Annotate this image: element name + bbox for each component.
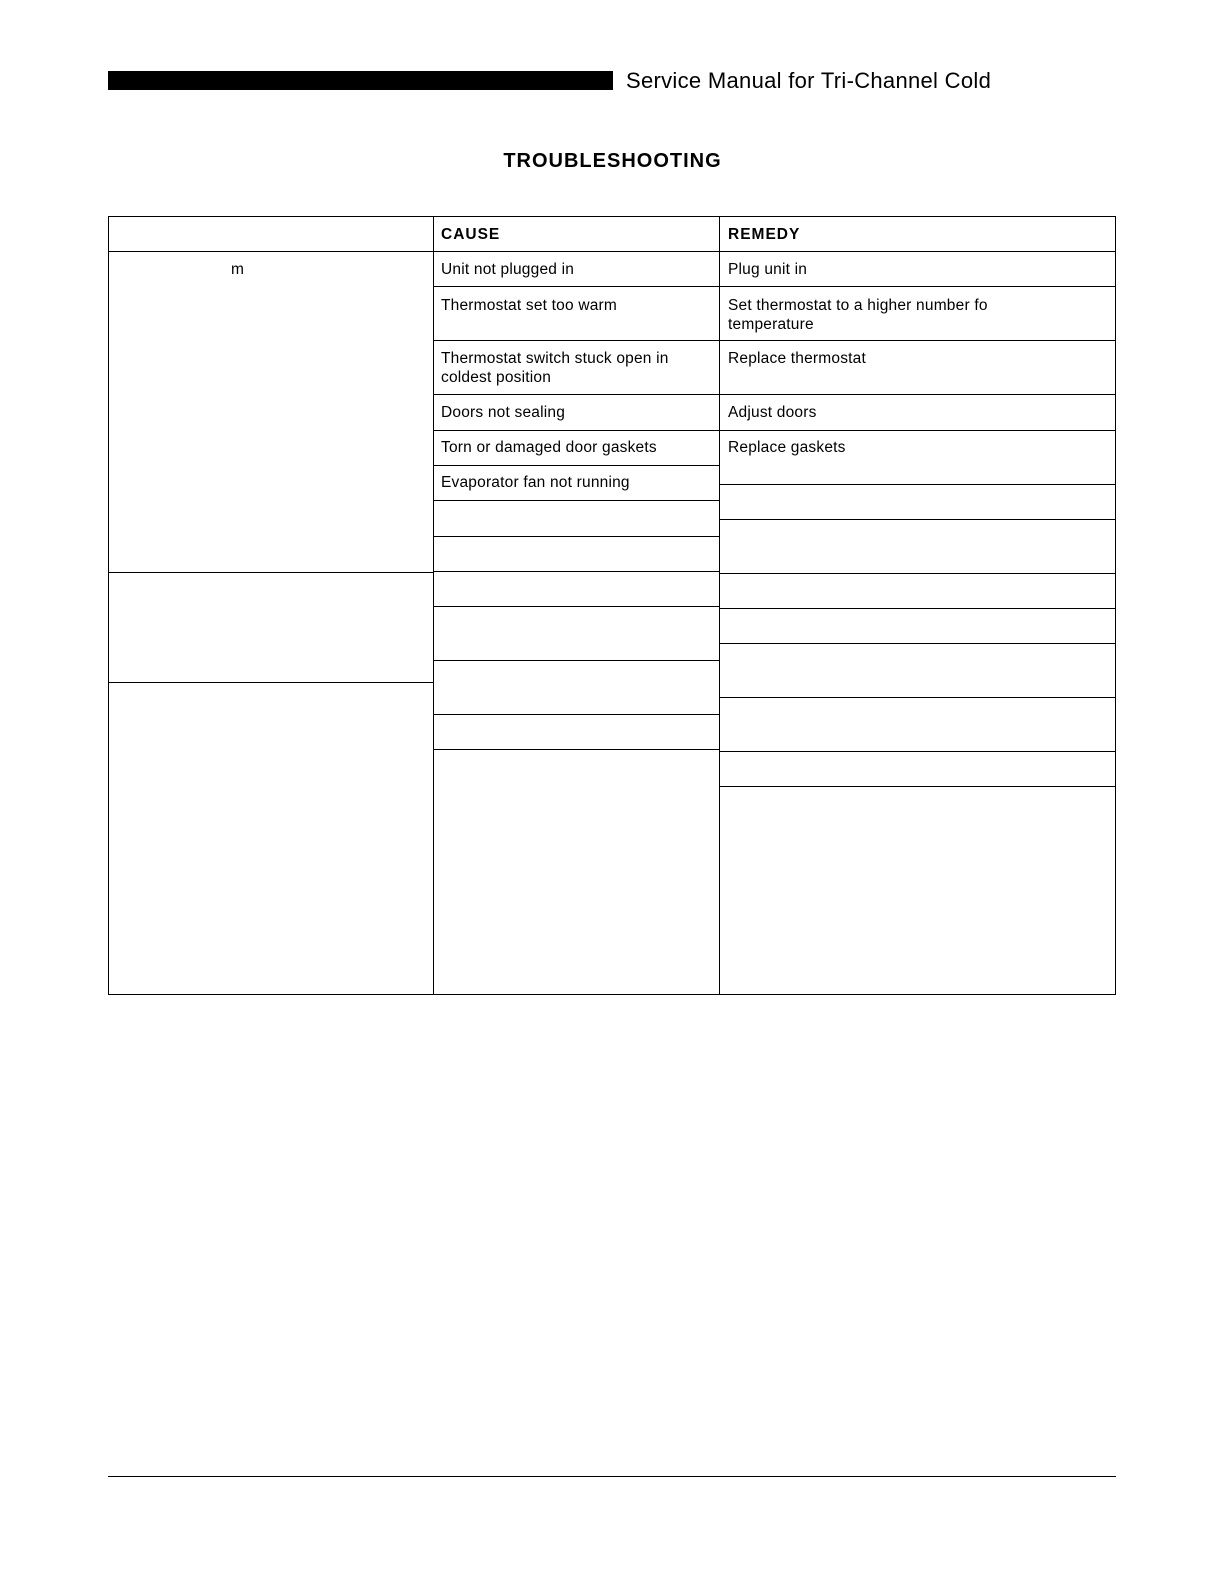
remedy-text: temperature	[728, 316, 814, 333]
cause-text: Doors not sealing	[441, 404, 566, 421]
cause-divider	[433, 714, 719, 715]
cause-divider	[433, 606, 719, 607]
cause-text: coldest position	[441, 369, 552, 386]
page-title: TROUBLESHOOTING	[503, 150, 722, 172]
problem-divider-2	[109, 682, 433, 683]
remedy-divider	[719, 643, 1115, 644]
cause-divider	[433, 465, 719, 466]
cause-text: Thermostat set too warm	[441, 297, 618, 314]
remedy-divider	[719, 608, 1115, 609]
cause-text: Unit not plugged in	[441, 261, 575, 278]
remedy-text: Plug unit in	[728, 261, 808, 278]
header-row-divider	[109, 251, 1115, 252]
remedy-divider	[719, 786, 1115, 787]
cause-text: Thermostat switch stuck open in	[441, 350, 669, 367]
troubleshooting-table	[108, 216, 1116, 995]
column-divider-cause-remedy	[719, 217, 720, 994]
remedy-text: Replace gaskets	[728, 439, 846, 456]
remedy-text: Replace thermostat	[728, 350, 866, 367]
remedy-divider	[719, 751, 1115, 752]
problem-divider-1	[109, 572, 433, 573]
remedy-divider	[719, 573, 1115, 574]
cause-divider	[433, 536, 719, 537]
remedy-divider	[719, 394, 1115, 395]
cause-divider	[433, 286, 719, 287]
remedy-text: Adjust doors	[728, 404, 817, 421]
cause-divider	[433, 660, 719, 661]
cause-divider	[433, 394, 719, 395]
remedy-divider	[719, 340, 1115, 341]
cause-text: Torn or damaged door gaskets	[441, 439, 657, 456]
remedy-divider	[719, 519, 1115, 520]
remedy-divider	[719, 697, 1115, 698]
footer-rule	[108, 1476, 1116, 1477]
header-title: Service Manual for Tri-Channel Cold	[626, 68, 992, 93]
remedy-divider	[719, 286, 1115, 287]
cause-divider	[433, 340, 719, 341]
remedy-divider	[719, 430, 1115, 431]
remedy-divider	[719, 484, 1115, 485]
cause-text: Evaporator fan not running	[441, 474, 630, 491]
cause-divider	[433, 430, 719, 431]
cause-divider	[433, 571, 719, 572]
problem-label: m	[231, 261, 245, 278]
remedy-text: Set thermostat to a higher number fo	[728, 297, 988, 314]
cause-divider	[433, 749, 719, 750]
header-bar	[108, 71, 613, 90]
cause-divider	[433, 500, 719, 501]
column-header-remedy: REMEDY	[728, 226, 801, 243]
column-header-cause: CAUSE	[441, 226, 501, 243]
